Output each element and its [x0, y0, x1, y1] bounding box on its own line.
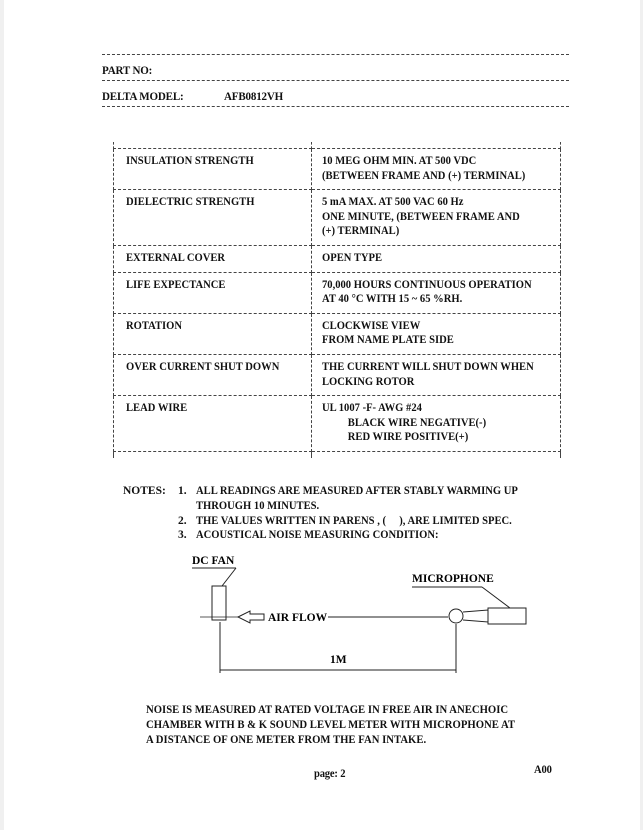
spec-value-line: THE CURRENT WILL SHUT DOWN WHEN: [322, 360, 534, 373]
model-label: DELTA MODEL:: [102, 89, 184, 103]
part-no-label: PART NO:: [102, 63, 153, 77]
spec-value-line: (+) TERMINAL): [322, 225, 400, 238]
spec-value-line: LOCKING ROTOR: [322, 375, 415, 388]
spec-value-line: BLACK WIRE NEGATIVE(-): [347, 416, 487, 429]
spec-label: LIFE EXPECTANCE: [126, 278, 226, 291]
notes-section: [123, 484, 546, 543]
distance-label: 1M: [330, 654, 347, 666]
note-number: 2.: [178, 514, 187, 527]
header-rule-top: [102, 54, 569, 55]
spec-value-line: UL 1007 -F- AWG #24: [322, 402, 422, 415]
noise-line: A DISTANCE OF ONE METER FROM THE FAN INTAKE.: [146, 734, 427, 746]
table-row: [114, 190, 561, 246]
header-rule-middle: [102, 80, 569, 81]
table-row: [114, 354, 561, 395]
air-flow-arrow-icon: [238, 611, 264, 623]
microphone-body-icon: [488, 608, 526, 624]
table-row: [114, 149, 561, 190]
spec-value-line: RED WIRE POSITIVE(+): [347, 431, 469, 444]
note-text: THROUGH 10 MINUTES.: [196, 499, 320, 512]
notes-label: NOTES:: [123, 485, 166, 497]
spec-value-line: AT 40 °C WITH 15 ~ 65 %RH.: [322, 293, 463, 306]
table-row: [114, 313, 561, 354]
note-text: ACOUSTICAL NOISE MEASURING CONDITION:: [196, 529, 439, 542]
spec-value-line: FROM NAME PLATE SIDE: [322, 334, 454, 347]
spec-label: ROTATION: [126, 319, 183, 332]
spec-value-line: ONE MINUTE, (BETWEEN FRAME AND: [322, 210, 520, 223]
spec-value-line: 70,000 HOURS CONTINUOUS OPERATION: [322, 278, 532, 291]
noise-line: NOISE IS MEASURED AT RATED VOLTAGE IN FREE AIR IN ANECHOIC: [146, 704, 509, 716]
revision-code: A00: [534, 764, 552, 776]
fan-body: [212, 586, 226, 620]
air-flow-label: AIR FLOW: [268, 612, 328, 624]
noise-line: CHAMBER WITH B & K SOUND LEVEL METER WITH MICROPHONE AT: [146, 719, 516, 731]
measurement-diagram: [180, 548, 540, 688]
spec-value-line: 10 MEG OHM MIN. AT 500 VDC: [322, 155, 477, 167]
noise-paragraph: [146, 703, 543, 748]
dc-fan-label: DC FAN: [192, 555, 235, 567]
spec-table: [113, 142, 561, 458]
table-row: [114, 396, 561, 452]
spec-label: LEAD WIRE: [126, 402, 188, 415]
note-text: ALL READINGS ARE MEASURED AFTER STABLY WARMING UP: [196, 485, 518, 497]
microphone-leader-diag: [482, 587, 510, 608]
spec-label: DIELECTRIC STRENGTH: [126, 196, 255, 209]
note-number: 1.: [178, 485, 187, 497]
microphone-neck: [463, 610, 488, 622]
spec-label: INSULATION STRENGTH: [126, 155, 254, 167]
microphone-head-icon: [449, 609, 463, 623]
table-row: [114, 272, 561, 313]
page-number: page: 2: [314, 768, 346, 780]
spec-value-line: OPEN TYPE: [322, 251, 383, 264]
spec-label: EXTERNAL COVER: [126, 251, 226, 264]
note-number: 3.: [178, 529, 187, 542]
microphone-label: MICROPHONE: [412, 573, 494, 585]
spec-label: OVER CURRENT SHUT DOWN: [126, 360, 280, 373]
spec-value-line: CLOCKWISE VIEW: [322, 319, 421, 332]
dc-fan-leader-diag: [222, 568, 236, 586]
header-rule-bottom: [102, 106, 569, 107]
spec-value-line: 5 mA MAX. AT 500 VAC 60 Hz: [322, 196, 464, 209]
note-text: THE VALUES WRITTEN IN PARENS , ( ), ARE LIMITED SPEC.: [196, 514, 512, 527]
model-value: AFB0812VH: [224, 89, 284, 103]
table-row: [114, 245, 561, 272]
spec-value-line: (BETWEEN FRAME AND (+) TERMINAL): [322, 169, 526, 182]
